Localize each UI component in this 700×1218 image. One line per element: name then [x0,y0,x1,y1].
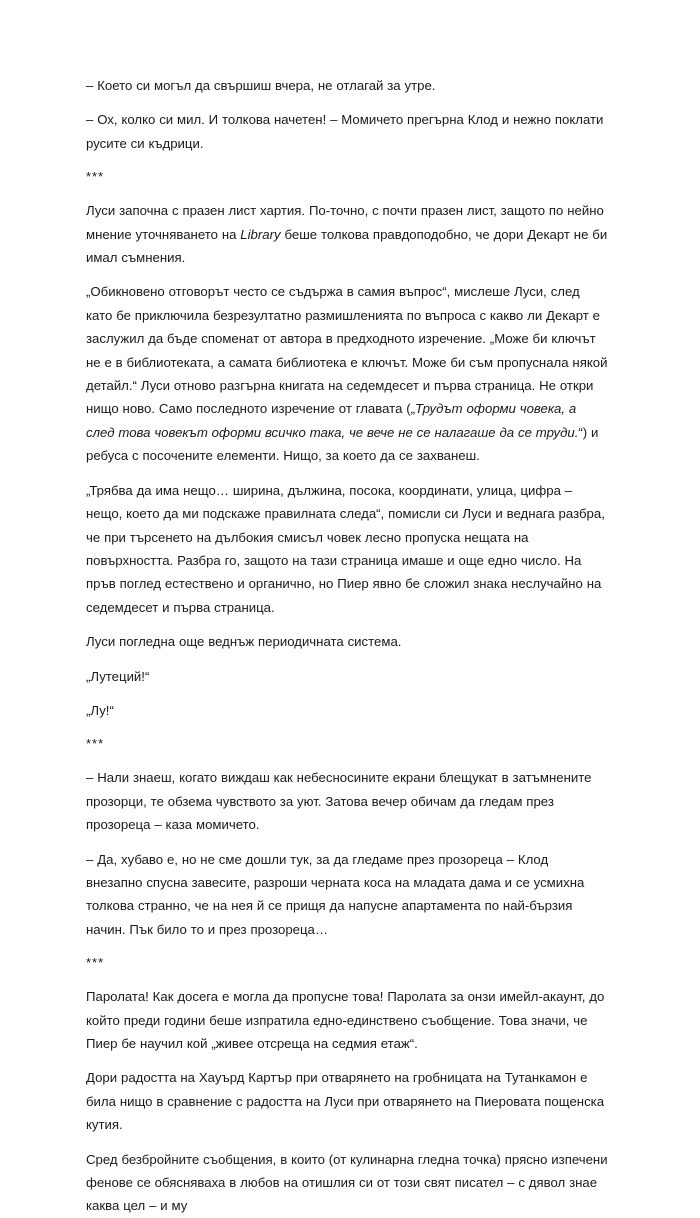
paragraph-3-text-a: Луси започна с празен лист хартия. По-точно, с почти празен лист, защото по нейно мнение уточняването на [86,203,604,242]
paragraph-8: „Лу!“ [86,702,114,718]
paragraph-12: Дори радостта на Хауърд Картър при отварянето на гробницата на Тутанкамон е била нищо в сравнение с радостта на Луси при отварянето на Пиеровата пощенска кутия. [86,1070,605,1133]
paragraph-13: Сред безбройните съобщения, в които (от кулинарна гледна точка) прясно изпечени фенове се обясняваха в любов на отишлия си от този свят писател – с дявол знае каква цел – и му [86,1151,608,1214]
paragraph-3 [86,199,608,269]
section-separator-3: *** [86,955,105,971]
paragraph-4-italic: Трудът оформи човека, а след това човекът оформи всичко така, че вече не се налагаше да се труди. [86,401,579,440]
paragraph-9: – Нали знаеш, когато виждаш как небесносините екрани блещукат в затъмнените прозорци, те обзема чувството за уют. Затова вечер обичам да гледам през прозореца – каза момичето. [86,770,592,833]
paragraph-4-text-a: „Обикновено отговорът често се съдържа в самия въпрос“, мислеше Луси, след като бе приключила безрезултатно размишленията по въпроса с какво ли Декарт е заслужил да бъде споменат от автора в предходното изречение. „Може би ключът не е в библиотеката, а самата библиотека е ключът. Може би съм пропуснала някой детайл.“ Луси отново разгърна книгата на седемдесет и първа страница. Не откри нищо ново. Само последното изречение от главата („ [86,284,608,417]
paragraph-1: – Което си могъл да свършиш вчера, не отлагай за утре. [86,78,436,93]
paragraph-10: – Да, хубаво е, но не сме дошли тук, за да гледаме през прозореца – Клод внезапно спусна завесите, разроши черната коса на младата дама и се усмихна толкова странно, че на нея й се прищя да напусне апартамента по най-бързия начин. Пък било то и през прозореца… [86,851,585,937]
paragraph-11: Паролата! Как досега е могла да пропусне това! Паролата за онзи имейл-акаунт, до който преди години беше изпратила едно-единствено съобщение. Това значи, че Пиер бе научил кой „живее отсреща на седмия етаж“. [86,989,605,1051]
paragraph-3-italic: Library [240,226,281,242]
paragraph-2: – Ох, колко си мил. И толкова начетен! – Момичето прегърна Клод и нежно поклати русите си къдрици. [86,112,604,151]
section-separator-2: *** [86,736,105,752]
paragraph-7: „Лутеций!“ [86,668,150,684]
section-separator-1: *** [86,169,105,185]
paragraph-4 [86,280,608,467]
paragraph-6: Луси погледна още веднъж периодичната система. [86,634,402,650]
paragraph-5: „Трябва да има нещо… ширина, дължина, посока, координати, улица, цифра – нещо, което да ми подскаже правилната следа“, помисли си Луси и веднага разбра, че при търсенето на дълбокия смисъл човек лесно пропуска нещата на повърхността. Разбра го, защото на тази страница имаше и още едно число. На пръв поглед естествено и органично, но Пиер явно бе сложил знака неслучайно на седемдесет и първа страница. [86,482,605,615]
paragraph-3-text-b: беше толкова правдоподобно, че дори Декарт не би имал съмнения. [86,226,608,266]
paragraph-4-text-b: “) и ребуса с посочените елементи. Нищо, за което да се захванеш. [86,424,599,464]
